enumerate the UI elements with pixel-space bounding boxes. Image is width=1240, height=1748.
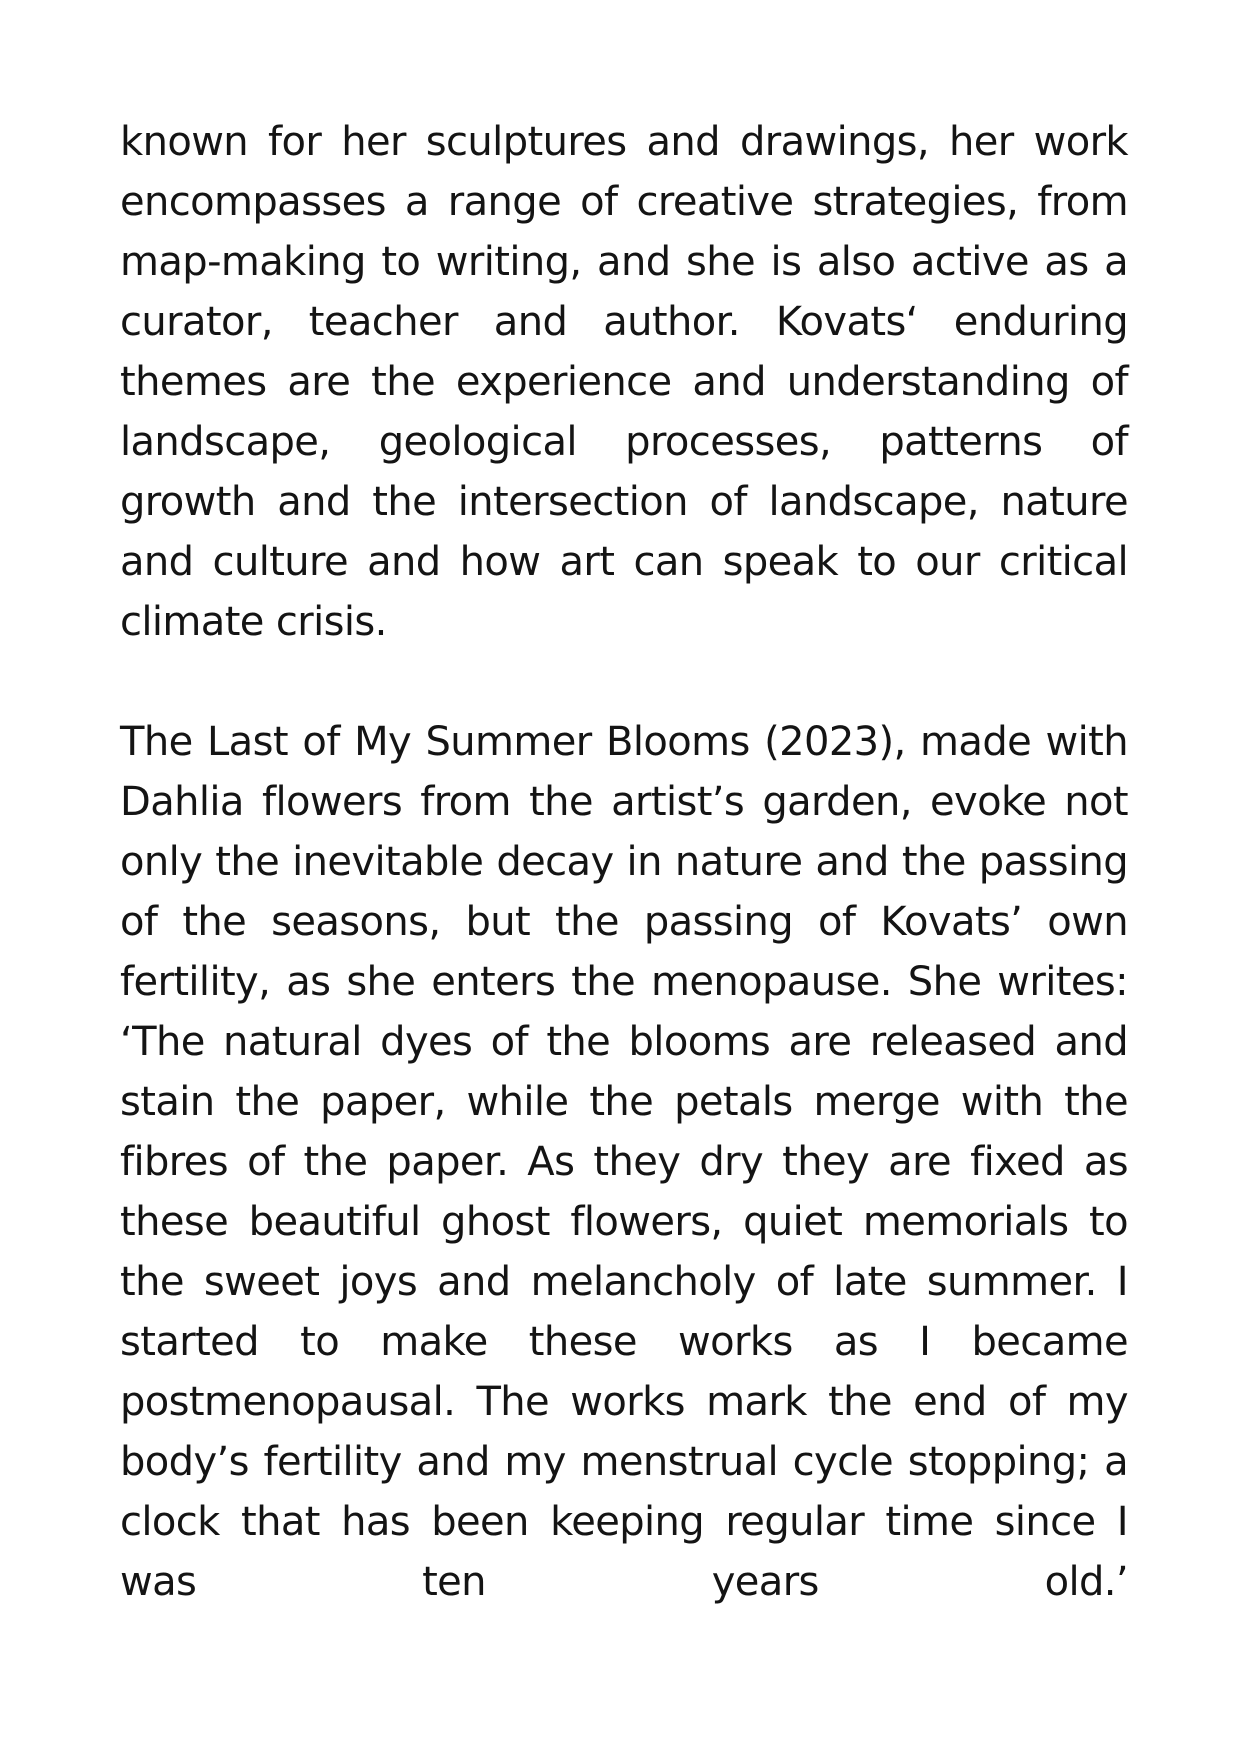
- body-paragraph-1: known for her sculptures and drawings, her work encompasses a range of creative strategies, from map-making to writing, and she is also active as a curator, teacher and author. Kovats‘ enduring themes are the experience and understanding of landscape, geological processes, patterns of growth and the intersection of landscape, nature and culture and how art can speak to our critical climate crisis.: [120, 119, 1128, 645]
- document-page: [120, 112, 1128, 1612]
- body-paragraph-2: The Last of My Summer Blooms (2023), made with Dahlia flowers from the artist’s garden, evoke not only the inevitable decay in nature and the passing of the seasons, but the passing of Kovats’ own fertility, as she enters the menopause. She writes: ‘The natural dyes of the blooms are released and stain the paper, while the petals merge with the fibres of the paper. As they dry they are fixed as these beautiful ghost flowers, quiet memorials to the sweet joys and melancholy of late summer. I started to make these works as I became postmenopausal. The works mark the end of my body’s fertility and my menstrual cycle stopping; a clock that has been keeping regular time since I was ten years old.’: [120, 719, 1128, 1605]
